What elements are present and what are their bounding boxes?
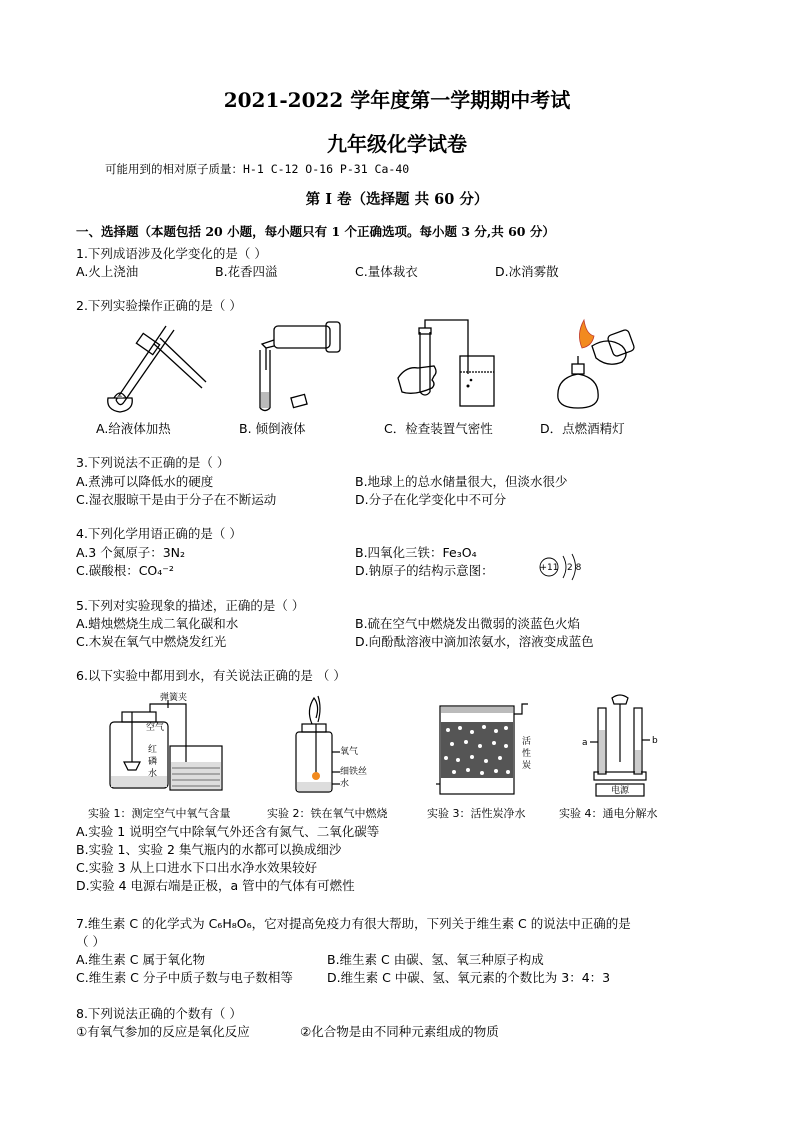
label-spring-clamp: 弹簧夹	[160, 693, 188, 703]
q5-stem: 5.下列对实验现象的描述，正确的是（ ）	[76, 598, 305, 613]
q6-stem: 6.以下实验中都用到水，有关说法正确的是 （ ）	[76, 668, 346, 683]
q5-option-c: C.木炭在氧气中燃烧发红光	[76, 634, 227, 649]
q4-option-c: C.碳酸根：CO₄⁻²	[76, 563, 174, 578]
q2-option-a: A.给液体加热	[96, 421, 171, 436]
q4-option-d: D.钠原子的结构示意图：	[355, 563, 494, 578]
figure-heating-liquid	[98, 318, 208, 414]
q6-caption-exp1: 实验 1：测定空气中氧气含量	[88, 807, 231, 820]
sodium-atom-diagram	[536, 552, 586, 582]
q5-option-a: A.蜡烛燃烧生成二氧化碳和水	[76, 616, 239, 631]
q6-caption-exp4: 实验 4：通电分解水	[559, 807, 658, 820]
figure-oxygen-content-experiment	[100, 692, 230, 800]
figure-electrolysis-experiment	[576, 692, 666, 800]
q6-option-b: B.实验 1、实验 2 集气瓶内的水都可以换成细沙	[76, 842, 342, 857]
q5-option-d: D.向酚酞溶液中滴加浓氨水，溶液变成蓝色	[355, 634, 594, 649]
q6-caption-exp2: 实验 2：铁在氧气中燃烧	[267, 807, 388, 820]
q6-option-c: C.实验 3 从上口进水下口出水净水效果较好	[76, 860, 318, 875]
q6-option-a: A.实验 1 说明空气中除氧气外还含有氮气、二氧化碳等	[76, 824, 380, 839]
section-title: 第 I 卷（选择题 共 60 分）	[305, 191, 489, 208]
q7-option-d: D.维生素 C 中碳、氢、氧元素的个数比为 3：4：3	[327, 970, 611, 985]
shell-electrons: 2 8	[567, 563, 582, 573]
q1-option-a: A.火上浇油	[76, 264, 139, 279]
q7-option-a: A.维生素 C 属于氧化物	[76, 952, 205, 967]
label-red-2: 磷	[148, 757, 158, 767]
q2-option-b: B. 倾倒液体	[239, 421, 306, 436]
label-oxygen: 氧气	[340, 747, 359, 757]
atomic-masses: 可能用到的相对原子质量：H-1 C-12 O-16 P-31 Ca-40	[105, 162, 410, 176]
q2-stem: 2.下列实验操作正确的是（ ）	[76, 298, 242, 313]
q3-option-b: B.地球上的总水储量很大，但淡水很少	[355, 474, 568, 489]
part-header: 一、选择题（本题包括 20 小题，每小题只有 1 个正确选项。每小题 3 分,共 60 分）	[76, 224, 555, 239]
q3-option-a: A.煮沸可以降低水的硬度	[76, 474, 214, 489]
q7-stem: 7.维生素 C 的化学式为 C₆H₈O₆，它对提高免疫力有很大帮助，下列关于维生素 C 的说法中正确的是	[76, 916, 631, 931]
q8-stem: 8.下列说法正确的个数有（ ）	[76, 1006, 242, 1021]
q6-option-d: D.实验 4 电源右端是正极，a 管中的气体有可燃性	[76, 878, 355, 893]
q7-option-c: C.维生素 C 分子中质子数与电子数相等	[76, 970, 293, 985]
q3-stem: 3.下列说法不正确的是（ ）	[76, 455, 230, 470]
figure-iron-burning-experiment	[288, 692, 368, 800]
label-activated-1: 活	[522, 737, 532, 747]
q2-option-c: C．检查装置气密性	[384, 421, 493, 436]
q2-option-d: D．点燃酒精灯	[540, 421, 625, 436]
paper-subtitle: 九年级化学试卷	[327, 132, 467, 156]
q1-option-d: D.冰消雾散	[495, 264, 559, 279]
q4-option-a: A.3 个氮原子：3N₂	[76, 545, 186, 560]
label-air: 空气	[146, 723, 165, 733]
q3-option-c: C.湿衣服晾干是由于分子在不断运动	[76, 492, 277, 507]
figure-activated-carbon-experiment	[436, 700, 546, 800]
label-red-1: 红	[148, 745, 158, 755]
label-activated-2: 性	[522, 749, 532, 759]
q8-statement-2: ②化合物是由不同种元素组成的物质	[300, 1024, 499, 1039]
q6-caption-exp3: 实验 3：活性炭净水	[427, 807, 526, 820]
q5-option-b: B.硫在空气中燃烧发出微弱的淡蓝色火焰	[355, 616, 581, 631]
q1-stem: 1.下列成语涉及化学变化的是（ ）	[76, 246, 267, 261]
label-tube-b: b	[652, 736, 658, 746]
q7-option-b: B.维生素 C 由碳、氢、氧三种原子构成	[327, 952, 544, 967]
label-power-supply: 电源	[610, 786, 630, 796]
nucleus-label: +11	[539, 563, 559, 573]
q1-option-b: B.花香四溢	[215, 264, 278, 279]
q4-option-b: B.四氧化三铁：Fe₃O₄	[355, 545, 477, 560]
q7-stem-bracket: （ ）	[76, 934, 105, 949]
figure-lighting-alcohol-lamp	[552, 316, 642, 414]
q3-option-d: D.分子在化学变化中不可分	[355, 492, 507, 507]
label-water-2: 水	[340, 779, 350, 789]
figure-pouring-liquid	[246, 318, 350, 414]
q8-statement-1: ①有氧气参加的反应是氧化反应	[76, 1024, 250, 1039]
figure-airtightness-check	[392, 318, 502, 414]
label-water: 水	[148, 769, 158, 779]
q4-stem: 4.下列化学用语正确的是（ ）	[76, 526, 242, 541]
exam-title: 2021-2022 学年度第一学期期中考试	[223, 88, 571, 112]
q1-option-c: C.量体裁衣	[355, 264, 418, 279]
label-tube-a: a	[582, 738, 588, 748]
label-iron-wire: 细铁丝	[340, 767, 368, 777]
label-activated-3: 炭	[522, 761, 532, 771]
